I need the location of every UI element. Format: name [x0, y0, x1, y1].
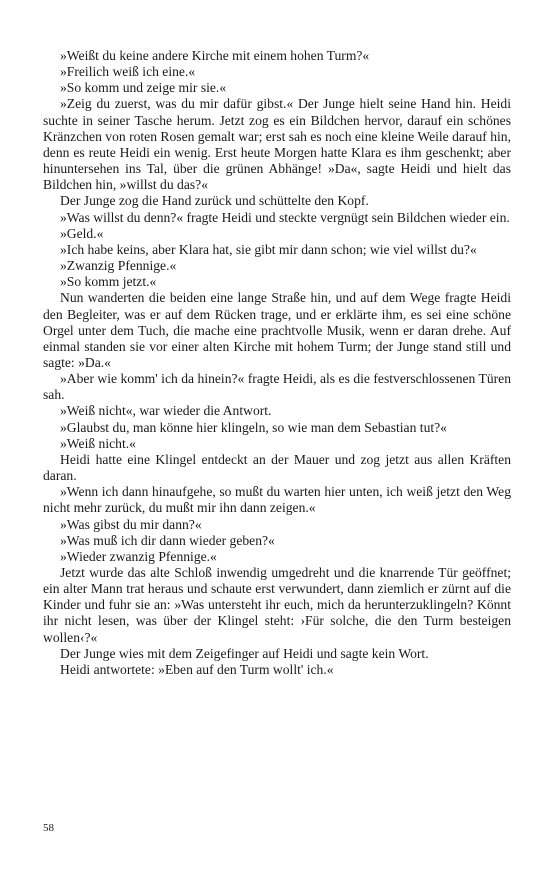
paragraph: »Geld.«	[60, 225, 104, 241]
page-number: 58	[43, 822, 54, 834]
book-page-text	[43, 48, 511, 678]
paragraph: Nun wanderten die beiden eine lange Straße hin, und auf dem Wege fragte Heidi den Begleiter, was er auf dem Rücken trage, und er erklärte ihm, es sei eine schöne Orgel unter dem Tuch, die mache eine prachtvolle Musik, wenn er daran drehe. Auf einmal standen sie vor einer alten Kirche mit hohem Turm; der Junge stand still und sagte: »Da.«	[43, 290, 511, 370]
paragraph: »So komm jetzt.«	[60, 274, 157, 290]
paragraph: »Was gibst du mir dann?«	[60, 516, 202, 532]
paragraph: »Freilich weiß ich eine.«	[60, 64, 196, 80]
paragraph: »Wenn ich dann hinaufgehe, so mußt du warten hier unten, ich weiß jetzt den Weg nicht mehr zurück, du mußt mir ihn dann zeigen.«	[43, 484, 511, 516]
paragraph: »Zeig du zuerst, was du mir dafür gibst.« Der Junge hielt seine Hand hin. Heidi suchte in seiner Tasche herum. Jetzt zog es ein Bildchen hervor, darauf ein schönes Kränzchen von roten Rosen gemalt war; erst sah es noch eine kleine Weile darauf hin, denn es reute Heidi ein wenig. Erst heute Morgen hatte Klara es ihm geschenkt; aber hinuntersehen ins Tal, über die grünen Abhänge! »Da«, sagte Heidi und hielt das Bildchen hin, »willst du das?«	[43, 96, 511, 193]
paragraph: Jetzt wurde das alte Schloß inwendig umgedreht und die knarrende Tür geöffnet; ein alter Mann trat heraus und schaute erst verwundert, dann ziemlich er zürnt auf die Kinder und fuhr sie an: »Was untersteht ihr euch, mich da herunterzuklingeln? Könnt ihr nicht lesen, was über der Klingel steht: ›Für solche, die den Turm besteigen wollen‹?«	[43, 565, 511, 645]
paragraph: »Aber wie komm' ich da hinein?« fragte Heidi, als es die festverschlossenen Türen sah.	[43, 371, 511, 403]
paragraph: Heidi antwortete: »Eben auf den Turm wollt' ich.«	[60, 661, 334, 677]
paragraph: »Was willst du denn?« fragte Heidi und steckte vergnügt sein Bildchen wieder ein.	[60, 209, 510, 225]
paragraph: »Zwanzig Pfennige.«	[60, 258, 177, 274]
paragraph: »So komm und zeige mir sie.«	[60, 80, 227, 96]
paragraph: »Weiß nicht«, war wieder die Antwort.	[60, 403, 272, 419]
paragraph: »Was muß ich dir dann wieder geben?«	[60, 532, 275, 548]
paragraph: »Weißt du keine andere Kirche mit einem hohen Turm?«	[60, 48, 370, 63]
paragraph: »Ich habe keins, aber Klara hat, sie gibt mir dann schon; wie viel willst du?«	[60, 241, 477, 257]
paragraph: »Wieder zwanzig Pfennige.«	[60, 548, 217, 564]
paragraph: Der Junge zog die Hand zurück und schüttelte den Kopf.	[60, 193, 369, 209]
paragraph: »Weiß nicht.«	[60, 435, 136, 451]
paragraph: »Glaubst du, man könne hier klingeln, so wie man dem Sebastian tut?«	[60, 419, 447, 435]
paragraph: Heidi hatte eine Klingel entdeckt an der Mauer und zog jetzt aus allen Kräften daran.	[43, 451, 511, 484]
paragraph: Der Junge wies mit dem Zeigefinger auf Heidi und sagte kein Wort.	[60, 645, 429, 661]
